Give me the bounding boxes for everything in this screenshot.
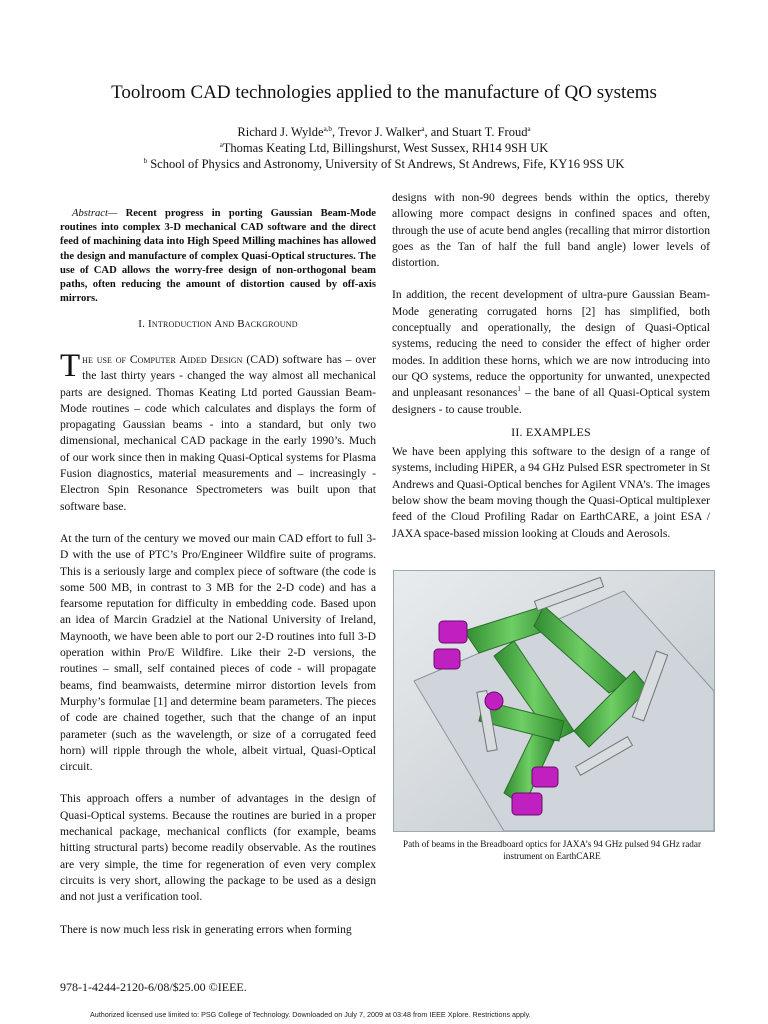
figure-caption: Path of beams in the Breadboard optics for JAXA’s 94 GHz pulsed 94 GHz radar instrument on EarthCARE	[402, 839, 701, 861]
paragraph-5: designs with non-90 degrees bends within the optics, thereby allowing more compact designs in confined spaces and often, through the use of acute bend angles (recalling that mirror distortion goes as the Tan of half the full band angle) lower levels of distortion.	[392, 191, 710, 270]
drop-cap: T	[60, 348, 81, 384]
section-heading-2: II. EXAMPLES	[511, 424, 591, 439]
section-number: I.	[138, 318, 149, 330]
paragraph-3: This approach offers a number of advantages in the design of Quasi-Optical systems. Because the routines are buried in a proper mechanical package, mechanical conflicts (for example, beams hitting structural parts) become readily observable. As the routines are very simple, the time for regeneration of even very complex circuits is very short, allowing the package to be used as a design and not just a verification tool.	[60, 792, 376, 904]
paper-title: Toolroom CAD technologies applied to the manufacture of QO systems	[111, 82, 657, 103]
paragraph-2: At the turn of the century we moved our main CAD effort to full 3-D with the use of PTC’s Pro/Engineer Wildfire suite of programs. This is a seriously large and complex piece of software (the code is some 500 MB, in contrast to 3 MB for the 2-D code) and has a fearsome reputation for difficulty in embedding code. Based upon an idea of Marcin Gradziel at the National University of Ireland, Maynooth, we have been able to port our 2-D routines into full 3-D operation within Pro/E Wildfire. Like their 2-D versions, the routines – small, self contained pieces of code - will propagate beams, find beamwaists, determine mirror distortion levels from Murphy’s formulae [1] and determine beam parameters. The pieces of code are chained together, such that the change of an input parameter (such as the wavelength, or size of a corrugated feed horn) will ripple through the whole, albeit virtual, Quasi-Optical circuit.	[60, 531, 376, 774]
paragraph-intro	[60, 348, 376, 515]
author-sup: a	[421, 124, 425, 133]
paragraph-6	[392, 287, 710, 417]
author-sup: a,b	[323, 124, 332, 133]
footnote-marker: 1	[517, 385, 521, 394]
paragraph-6-text: In addition, the recent development of ultra-pure Gaussian Beam-Mode generating corrugated horns [2] has simplified, both conceptually and operationally, the design of Quasi-Optical systems, reducing the need to consider the effect of higher order modes. In addition these horns, which we are now introducing into our QO systems, reduce the opportunity for unwanted, unexpected and unpleasant resonances	[392, 288, 710, 400]
affiliation-sup: b	[143, 156, 148, 165]
author-line	[0, 124, 768, 140]
feed-horn	[485, 692, 503, 710]
abstract-body: Recent progress in porting Gaussian Beam-Mode routines into complex 3-D mechanical CAD software and the direct feed of machining data into High Speed Milling machines has allowed the design and manufacture of complex Quasi-Optical structures. The use of CAD allows the worry-free design of non-orthogonal beam paths, often reducing the amount of distortion caused by off-axis mirrors.	[60, 208, 376, 305]
body-left-column	[60, 348, 376, 938]
section-heading-1	[60, 318, 376, 330]
affiliation-text: School of Physics and Astronomy, University of St Andrews, St Andrews, Fife, KY16 9SS UK	[147, 157, 625, 171]
author-sup: a	[527, 124, 531, 133]
footer-license: Authorized licensed use limited to: PSG College of Technology. Downloaded on July 7, 2009 at 03:48 from IEEE Xplore. Restrictions apply.	[90, 1010, 531, 1019]
cad-render-illustration	[394, 571, 714, 831]
paragraph-4: There is now much less risk in generating errors when forming	[60, 922, 352, 936]
feed-horn	[512, 793, 542, 815]
abstract	[60, 207, 376, 306]
body-right-column	[392, 190, 710, 542]
feed-horn	[439, 621, 467, 643]
footer-isbn: 978-1-4244-2120-6/08/$25.00 ©IEEE.	[60, 980, 247, 994]
author-name: , Trevor J. Walker	[331, 125, 422, 139]
feed-horn	[434, 649, 460, 669]
intro-smallcaps: he use of Computer Aided Design	[82, 353, 243, 366]
paragraph-6-text-end: – the bane of all Quasi-Optical system designers - to cause trouble.	[392, 386, 710, 416]
section-title: Introduction And Background	[148, 318, 298, 330]
affiliation-text: Thomas Keating Ltd, Billingshurst, West Sussex, RH14 9SH UK	[222, 141, 549, 155]
affiliation-b	[0, 156, 768, 172]
author-name: Richard J. Wylde	[237, 125, 324, 139]
author-name: , and Stuart T. Froud	[424, 125, 528, 139]
affiliation-a	[0, 140, 768, 156]
abstract-lead: Abstract—	[72, 208, 118, 219]
paragraph-7: We have been applying this software to the design of a range of systems, including HiPER, a 94 GHz Pulsed ESR spectrometer in St Andrews and Quasi-Optical benches for Agilent VNA’s. The images below show the beam moving though the Quasi-Optical multiplexer feed of the Cloud Profiling Radar on EarthCARE, a joint ESA / JAXA space-based mission looking at Clouds and Aerosols.	[392, 445, 710, 540]
feed-horn	[532, 767, 558, 787]
figure-cad-render	[393, 570, 715, 832]
intro-text: (CAD) software has – over the last thirty years - changed the way almost all mechanical parts are designed. Thomas Keating Ltd ported Gaussian Beam-Mode routines – code which calculates and displays the form of propagating Gaussian beams - into a standard, but only two dimensional, mechanical CAD package in the early 1990’s. Much of our work since then in making Quasi-Optical systems for Plasma Fusion diagnostics, material measurements and – increasingly - Electron Spin Resonance Spectrometers was built upon that software base.	[60, 353, 376, 513]
author-block	[0, 124, 768, 172]
affiliation-sup: a	[219, 140, 223, 149]
